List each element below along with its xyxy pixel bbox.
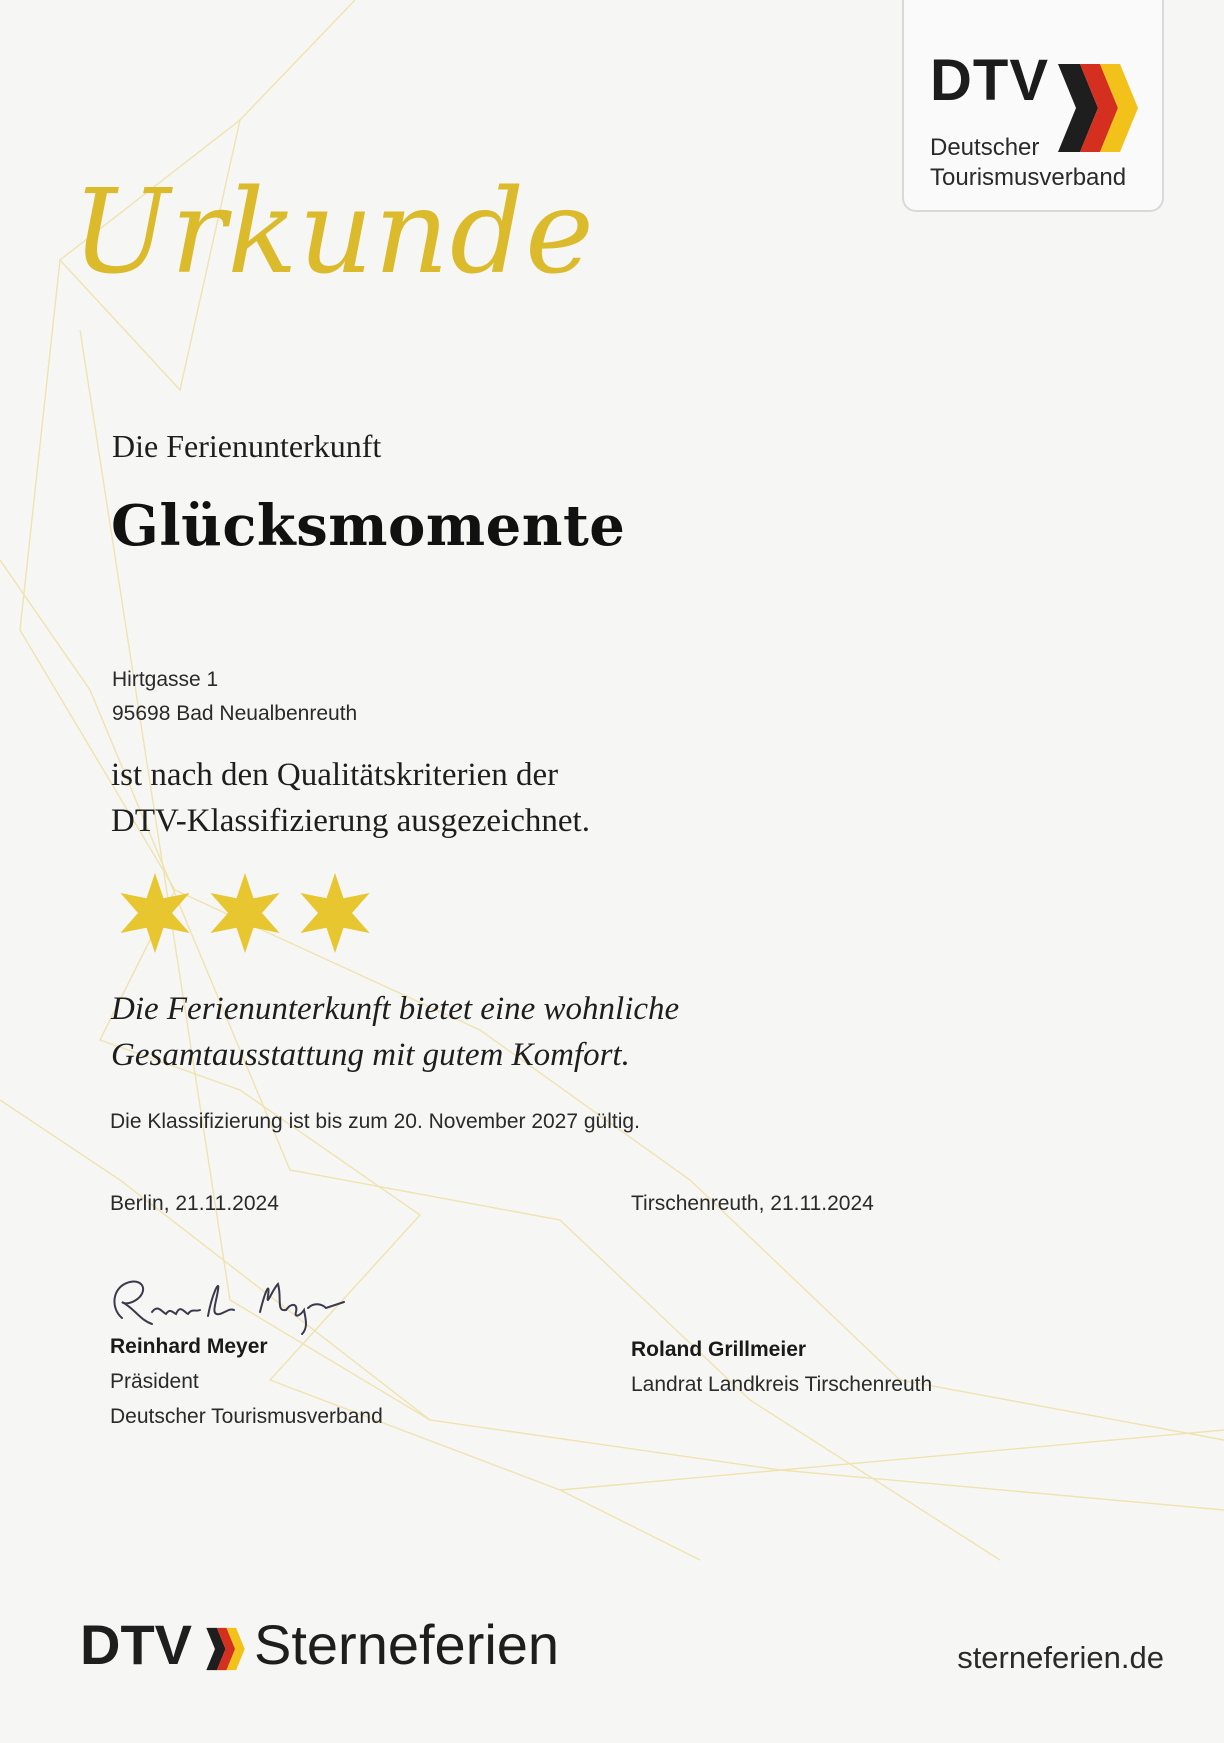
dtv-badge	[902, 0, 1164, 212]
star-rating	[113, 868, 393, 958]
dtv-chevron-logo-icon	[1054, 58, 1144, 158]
address-street: Hirtgasse 1	[112, 668, 219, 691]
intro-text: Die Ferienunterkunft	[112, 428, 382, 464]
badge-line-2: Tourismusverband	[930, 164, 1127, 191]
signer2-role: Landrat Landkreis Tirschenreuth	[631, 1373, 933, 1396]
footer-chevron-icon	[202, 1625, 250, 1673]
place-date-left: Berlin, 21.11.2024	[110, 1192, 279, 1215]
signer1-role: Präsident	[110, 1370, 199, 1393]
criteria-line-2: DTV-Klassifizierung ausgezeichnet.	[111, 803, 590, 839]
badge-line-1: Deutscher	[930, 134, 1040, 161]
star-icon	[300, 873, 369, 953]
handwritten-signature	[100, 1268, 370, 1338]
footer-brand-abbr: DTV	[80, 1613, 192, 1676]
signer1-org: Deutscher Tourismusverband	[110, 1405, 383, 1428]
description-line-2: Gesamtausstattung mit gutem Komfort.	[111, 1037, 630, 1073]
address-city: 95698 Bad Neualbenreuth	[112, 702, 358, 725]
star-icon	[210, 873, 279, 953]
signer2-name: Roland Grillmeier	[631, 1338, 807, 1361]
place-date-right: Tirschenreuth, 21.11.2024	[631, 1192, 874, 1215]
validity-text: Die Klassifizierung ist bis zum 20. November 2027 gültig.	[110, 1110, 640, 1133]
footer-brand-name: Sterneferien	[254, 1613, 560, 1676]
criteria-line-1: ist nach den Qualitätskriterien der	[111, 757, 559, 793]
certificate-title: Urkunde	[72, 165, 595, 300]
footer-url: sterneferien.de	[957, 1640, 1164, 1675]
description-line-1: Die Ferienunterkunft bietet eine wohnliche	[111, 991, 680, 1027]
badge-abbr: DTV	[930, 48, 1049, 113]
star-icon	[120, 873, 189, 953]
property-name: Glücksmomente	[111, 493, 626, 559]
signer1-name: Reinhard Meyer	[110, 1335, 268, 1358]
